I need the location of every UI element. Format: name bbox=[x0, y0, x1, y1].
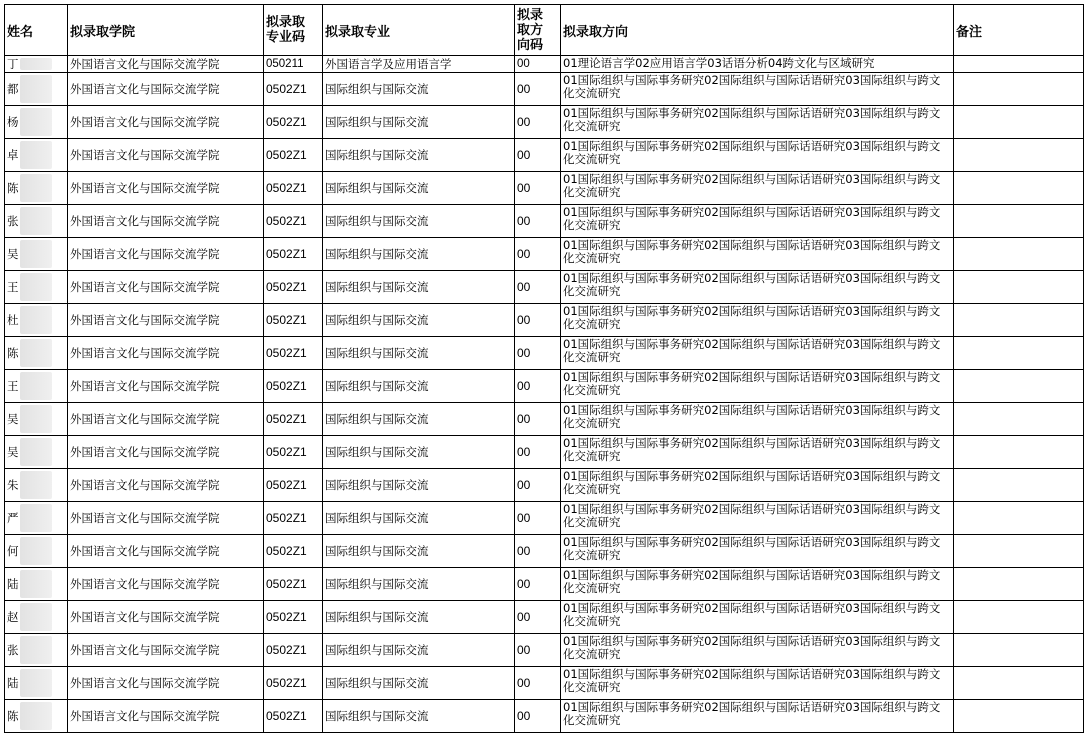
cell-major-code: 0502Z1 bbox=[264, 667, 323, 700]
student-name: 张 bbox=[7, 642, 19, 657]
cell-major: 国际组织与国际交流 bbox=[323, 139, 515, 172]
name-redaction-blur bbox=[20, 141, 52, 169]
cell-direction-code: 00 bbox=[515, 469, 561, 502]
name-redaction-blur bbox=[20, 306, 52, 334]
cell-major: 国际组织与国际交流 bbox=[323, 370, 515, 403]
name-redaction-blur bbox=[20, 702, 52, 730]
cell-name bbox=[5, 139, 68, 172]
name-redaction-blur bbox=[20, 339, 52, 367]
cell-major: 国际组织与国际交流 bbox=[323, 634, 515, 667]
cell-direction: 01国际组织与国际事务研究02国际组织与国际话语研究03国际组织与跨文化交流研究 bbox=[561, 403, 954, 436]
cell-direction: 01国际组织与国际事务研究02国际组织与国际话语研究03国际组织与跨文化交流研究 bbox=[561, 271, 954, 304]
student-name: 陈 bbox=[7, 345, 19, 360]
cell-note bbox=[954, 700, 1084, 733]
student-name: 朱 bbox=[7, 477, 19, 492]
cell-note bbox=[954, 568, 1084, 601]
table-row bbox=[5, 700, 1084, 733]
cell-major-code: 0502Z1 bbox=[264, 700, 323, 733]
student-name: 杜 bbox=[7, 312, 19, 327]
cell-name bbox=[5, 106, 68, 139]
cell-name bbox=[5, 502, 68, 535]
cell-direction-code: 00 bbox=[515, 106, 561, 139]
header-major-code-line2: 专业码 bbox=[266, 30, 306, 45]
cell-direction-code: 00 bbox=[515, 700, 561, 733]
cell-name bbox=[5, 700, 68, 733]
cell-major: 国际组织与国际交流 bbox=[323, 73, 515, 106]
header-college: 拟录取学院 bbox=[68, 5, 264, 56]
cell-direction-code: 00 bbox=[515, 502, 561, 535]
name-redaction-blur bbox=[20, 570, 52, 598]
header-name: 姓名 bbox=[5, 5, 68, 56]
cell-major: 国际组织与国际交流 bbox=[323, 238, 515, 271]
cell-major: 国际组织与国际交流 bbox=[323, 337, 515, 370]
cell-name bbox=[5, 469, 68, 502]
cell-major-code: 0502Z1 bbox=[264, 535, 323, 568]
cell-note bbox=[954, 601, 1084, 634]
cell-note bbox=[954, 73, 1084, 106]
cell-direction-code: 00 bbox=[515, 205, 561, 238]
table-row bbox=[5, 568, 1084, 601]
header-direction-code-line2: 取方 bbox=[517, 22, 544, 38]
cell-direction-code: 00 bbox=[515, 271, 561, 304]
name-redaction-blur bbox=[20, 438, 52, 466]
name-redaction-blur bbox=[20, 58, 52, 70]
cell-direction: 01国际组织与国际事务研究02国际组织与国际话语研究03国际组织与跨文化交流研究 bbox=[561, 700, 954, 733]
name-redaction-blur bbox=[20, 240, 52, 268]
cell-name bbox=[5, 568, 68, 601]
cell-direction: 01国际组织与国际事务研究02国际组织与国际话语研究03国际组织与跨文化交流研究 bbox=[561, 337, 954, 370]
cell-direction: 01国际组织与国际事务研究02国际组织与国际话语研究03国际组织与跨文化交流研究 bbox=[561, 436, 954, 469]
name-redaction-blur bbox=[20, 405, 52, 433]
cell-name bbox=[5, 535, 68, 568]
table-row bbox=[5, 205, 1084, 238]
cell-name bbox=[5, 304, 68, 337]
cell-major: 外国语言学及应用语言学 bbox=[323, 56, 515, 73]
header-row bbox=[5, 5, 1084, 56]
cell-direction: 01国际组织与国际事务研究02国际组织与国际话语研究03国际组织与跨文化交流研究 bbox=[561, 535, 954, 568]
table-row bbox=[5, 56, 1084, 73]
student-name: 吴 bbox=[7, 444, 19, 459]
cell-note bbox=[954, 337, 1084, 370]
cell-direction-code: 00 bbox=[515, 601, 561, 634]
student-name: 吴 bbox=[7, 246, 19, 261]
cell-college: 外国语言文化与国际交流学院 bbox=[68, 56, 264, 73]
cell-direction: 01国际组织与国际事务研究02国际组织与国际话语研究03国际组织与跨文化交流研究 bbox=[561, 172, 954, 205]
student-name: 卓 bbox=[7, 147, 19, 162]
cell-college: 外国语言文化与国际交流学院 bbox=[68, 601, 264, 634]
cell-note bbox=[954, 304, 1084, 337]
cell-major-code: 0502Z1 bbox=[264, 634, 323, 667]
cell-direction-code: 00 bbox=[515, 139, 561, 172]
student-name: 陈 bbox=[7, 708, 19, 723]
cell-direction: 01国际组织与国际事务研究02国际组织与国际话语研究03国际组织与跨文化交流研究 bbox=[561, 370, 954, 403]
name-redaction-blur bbox=[20, 75, 52, 103]
cell-name bbox=[5, 205, 68, 238]
cell-college: 外国语言文化与国际交流学院 bbox=[68, 568, 264, 601]
cell-direction-code: 00 bbox=[515, 172, 561, 205]
cell-note bbox=[954, 139, 1084, 172]
cell-direction: 01国际组织与国际事务研究02国际组织与国际话语研究03国际组织与跨文化交流研究 bbox=[561, 469, 954, 502]
cell-major: 国际组织与国际交流 bbox=[323, 700, 515, 733]
header-major: 拟录取专业 bbox=[323, 5, 515, 56]
table-row bbox=[5, 238, 1084, 271]
cell-name bbox=[5, 436, 68, 469]
name-redaction-blur bbox=[20, 273, 52, 301]
cell-name bbox=[5, 667, 68, 700]
header-note: 备注 bbox=[954, 5, 1084, 56]
cell-major-code: 0502Z1 bbox=[264, 403, 323, 436]
cell-major-code: 0502Z1 bbox=[264, 106, 323, 139]
name-redaction-blur bbox=[20, 537, 52, 565]
table-row bbox=[5, 436, 1084, 469]
cell-direction-code: 00 bbox=[515, 436, 561, 469]
cell-note bbox=[954, 436, 1084, 469]
student-name: 陈 bbox=[7, 180, 19, 195]
cell-direction-code: 00 bbox=[515, 667, 561, 700]
header-major-code-line1: 拟录取 bbox=[266, 15, 306, 30]
cell-direction-code: 00 bbox=[515, 568, 561, 601]
table-row bbox=[5, 403, 1084, 436]
name-redaction-blur bbox=[20, 372, 52, 400]
table-row bbox=[5, 469, 1084, 502]
cell-major: 国际组织与国际交流 bbox=[323, 568, 515, 601]
cell-major-code: 0502Z1 bbox=[264, 73, 323, 106]
cell-college: 外国语言文化与国际交流学院 bbox=[68, 73, 264, 106]
cell-direction-code: 00 bbox=[515, 403, 561, 436]
cell-college: 外国语言文化与国际交流学院 bbox=[68, 271, 264, 304]
cell-major-code: 0502Z1 bbox=[264, 205, 323, 238]
cell-note bbox=[954, 667, 1084, 700]
student-name: 王 bbox=[7, 279, 19, 294]
cell-direction: 01国际组织与国际事务研究02国际组织与国际话语研究03国际组织与跨文化交流研究 bbox=[561, 667, 954, 700]
student-name: 陆 bbox=[7, 675, 19, 690]
admission-table bbox=[4, 4, 1084, 733]
cell-major-code: 0502Z1 bbox=[264, 172, 323, 205]
name-redaction-blur bbox=[20, 471, 52, 499]
cell-major: 国际组织与国际交流 bbox=[323, 304, 515, 337]
cell-major: 国际组织与国际交流 bbox=[323, 403, 515, 436]
cell-direction: 01国际组织与国际事务研究02国际组织与国际话语研究03国际组织与跨文化交流研究 bbox=[561, 601, 954, 634]
cell-major: 国际组织与国际交流 bbox=[323, 205, 515, 238]
cell-major-code: 0502Z1 bbox=[264, 370, 323, 403]
header-direction-code-line1: 拟录 bbox=[517, 7, 544, 23]
student-name: 吴 bbox=[7, 411, 19, 426]
cell-direction: 01国际组织与国际事务研究02国际组织与国际话语研究03国际组织与跨文化交流研究 bbox=[561, 634, 954, 667]
cell-direction: 01国际组织与国际事务研究02国际组织与国际话语研究03国际组织与跨文化交流研究 bbox=[561, 304, 954, 337]
cell-major: 国际组织与国际交流 bbox=[323, 106, 515, 139]
cell-direction-code: 00 bbox=[515, 56, 561, 73]
cell-major: 国际组织与国际交流 bbox=[323, 601, 515, 634]
cell-major-code: 0502Z1 bbox=[264, 304, 323, 337]
cell-name bbox=[5, 403, 68, 436]
cell-college: 外国语言文化与国际交流学院 bbox=[68, 535, 264, 568]
table-row bbox=[5, 370, 1084, 403]
header-major-code bbox=[264, 5, 323, 56]
cell-college: 外国语言文化与国际交流学院 bbox=[68, 139, 264, 172]
cell-note bbox=[954, 502, 1084, 535]
cell-name bbox=[5, 271, 68, 304]
cell-note bbox=[954, 370, 1084, 403]
cell-major-code: 0502Z1 bbox=[264, 337, 323, 370]
name-redaction-blur bbox=[20, 207, 52, 235]
cell-major-code: 0502Z1 bbox=[264, 502, 323, 535]
table-row bbox=[5, 535, 1084, 568]
cell-college: 外国语言文化与国际交流学院 bbox=[68, 172, 264, 205]
cell-note bbox=[954, 205, 1084, 238]
cell-college: 外国语言文化与国际交流学院 bbox=[68, 205, 264, 238]
cell-major-code: 0502Z1 bbox=[264, 601, 323, 634]
cell-major-code: 0502Z1 bbox=[264, 271, 323, 304]
cell-direction: 01国际组织与国际事务研究02国际组织与国际话语研究03国际组织与跨文化交流研究 bbox=[561, 502, 954, 535]
table-row bbox=[5, 601, 1084, 634]
cell-direction-code: 00 bbox=[515, 73, 561, 106]
cell-major: 国际组织与国际交流 bbox=[323, 667, 515, 700]
cell-direction: 01国际组织与国际事务研究02国际组织与国际话语研究03国际组织与跨文化交流研究 bbox=[561, 139, 954, 172]
cell-major-code: 0502Z1 bbox=[264, 436, 323, 469]
table-row bbox=[5, 337, 1084, 370]
cell-note bbox=[954, 535, 1084, 568]
cell-major: 国际组织与国际交流 bbox=[323, 172, 515, 205]
name-redaction-blur bbox=[20, 174, 52, 202]
cell-major-code: 050211 bbox=[264, 56, 323, 73]
cell-major-code: 0502Z1 bbox=[264, 469, 323, 502]
header-direction-code-line3: 向码 bbox=[517, 37, 544, 53]
cell-name bbox=[5, 172, 68, 205]
student-name: 严 bbox=[7, 510, 19, 525]
cell-note bbox=[954, 634, 1084, 667]
header-direction-code bbox=[515, 5, 561, 56]
student-name: 王 bbox=[7, 378, 19, 393]
cell-direction-code: 00 bbox=[515, 304, 561, 337]
cell-note bbox=[954, 271, 1084, 304]
cell-major-code: 0502Z1 bbox=[264, 139, 323, 172]
cell-direction-code: 00 bbox=[515, 370, 561, 403]
cell-name bbox=[5, 56, 68, 73]
cell-college: 外国语言文化与国际交流学院 bbox=[68, 436, 264, 469]
student-name: 何 bbox=[7, 543, 19, 558]
cell-college: 外国语言文化与国际交流学院 bbox=[68, 337, 264, 370]
name-redaction-blur bbox=[20, 108, 52, 136]
student-name: 杨 bbox=[7, 114, 19, 129]
cell-college: 外国语言文化与国际交流学院 bbox=[68, 667, 264, 700]
cell-college: 外国语言文化与国际交流学院 bbox=[68, 469, 264, 502]
table-row bbox=[5, 172, 1084, 205]
cell-note bbox=[954, 469, 1084, 502]
cell-college: 外国语言文化与国际交流学院 bbox=[68, 700, 264, 733]
cell-major-code: 0502Z1 bbox=[264, 238, 323, 271]
cell-direction: 01国际组织与国际事务研究02国际组织与国际话语研究03国际组织与跨文化交流研究 bbox=[561, 205, 954, 238]
cell-major: 国际组织与国际交流 bbox=[323, 535, 515, 568]
cell-name bbox=[5, 337, 68, 370]
cell-name bbox=[5, 238, 68, 271]
cell-college: 外国语言文化与国际交流学院 bbox=[68, 370, 264, 403]
table-row bbox=[5, 139, 1084, 172]
cell-major-code: 0502Z1 bbox=[264, 568, 323, 601]
name-redaction-blur bbox=[20, 504, 52, 532]
cell-direction-code: 00 bbox=[515, 535, 561, 568]
student-name: 张 bbox=[7, 213, 19, 228]
student-name: 丁 bbox=[7, 56, 19, 71]
cell-college: 外国语言文化与国际交流学院 bbox=[68, 238, 264, 271]
cell-note bbox=[954, 238, 1084, 271]
cell-note bbox=[954, 403, 1084, 436]
cell-name bbox=[5, 370, 68, 403]
cell-note bbox=[954, 106, 1084, 139]
table-row bbox=[5, 667, 1084, 700]
cell-direction: 01理论语言学02应用语言学03话语分析04跨文化与区域研究 bbox=[561, 56, 954, 73]
table-row bbox=[5, 106, 1084, 139]
student-name: 赵 bbox=[7, 609, 19, 624]
student-name: 都 bbox=[7, 81, 19, 96]
name-redaction-blur bbox=[20, 669, 52, 697]
name-redaction-blur bbox=[20, 603, 52, 631]
table-row bbox=[5, 634, 1084, 667]
cell-note bbox=[954, 172, 1084, 205]
header-direction: 拟录取方向 bbox=[561, 5, 954, 56]
cell-college: 外国语言文化与国际交流学院 bbox=[68, 304, 264, 337]
cell-major: 国际组织与国际交流 bbox=[323, 436, 515, 469]
cell-college: 外国语言文化与国际交流学院 bbox=[68, 106, 264, 139]
cell-name bbox=[5, 73, 68, 106]
table-row bbox=[5, 304, 1084, 337]
cell-note bbox=[954, 56, 1084, 73]
table-row bbox=[5, 502, 1084, 535]
cell-direction-code: 00 bbox=[515, 337, 561, 370]
table-row bbox=[5, 271, 1084, 304]
cell-major: 国际组织与国际交流 bbox=[323, 502, 515, 535]
cell-direction: 01国际组织与国际事务研究02国际组织与国际话语研究03国际组织与跨文化交流研究 bbox=[561, 73, 954, 106]
name-redaction-blur bbox=[20, 636, 52, 664]
student-name: 陆 bbox=[7, 576, 19, 591]
cell-college: 外国语言文化与国际交流学院 bbox=[68, 403, 264, 436]
cell-college: 外国语言文化与国际交流学院 bbox=[68, 502, 264, 535]
cell-direction: 01国际组织与国际事务研究02国际组织与国际话语研究03国际组织与跨文化交流研究 bbox=[561, 238, 954, 271]
cell-direction-code: 00 bbox=[515, 238, 561, 271]
cell-name bbox=[5, 634, 68, 667]
cell-college: 外国语言文化与国际交流学院 bbox=[68, 634, 264, 667]
cell-major: 国际组织与国际交流 bbox=[323, 469, 515, 502]
table-row bbox=[5, 73, 1084, 106]
cell-direction-code: 00 bbox=[515, 634, 561, 667]
cell-major: 国际组织与国际交流 bbox=[323, 271, 515, 304]
cell-name bbox=[5, 601, 68, 634]
cell-direction: 01国际组织与国际事务研究02国际组织与国际话语研究03国际组织与跨文化交流研究 bbox=[561, 568, 954, 601]
cell-direction: 01国际组织与国际事务研究02国际组织与国际话语研究03国际组织与跨文化交流研究 bbox=[561, 106, 954, 139]
